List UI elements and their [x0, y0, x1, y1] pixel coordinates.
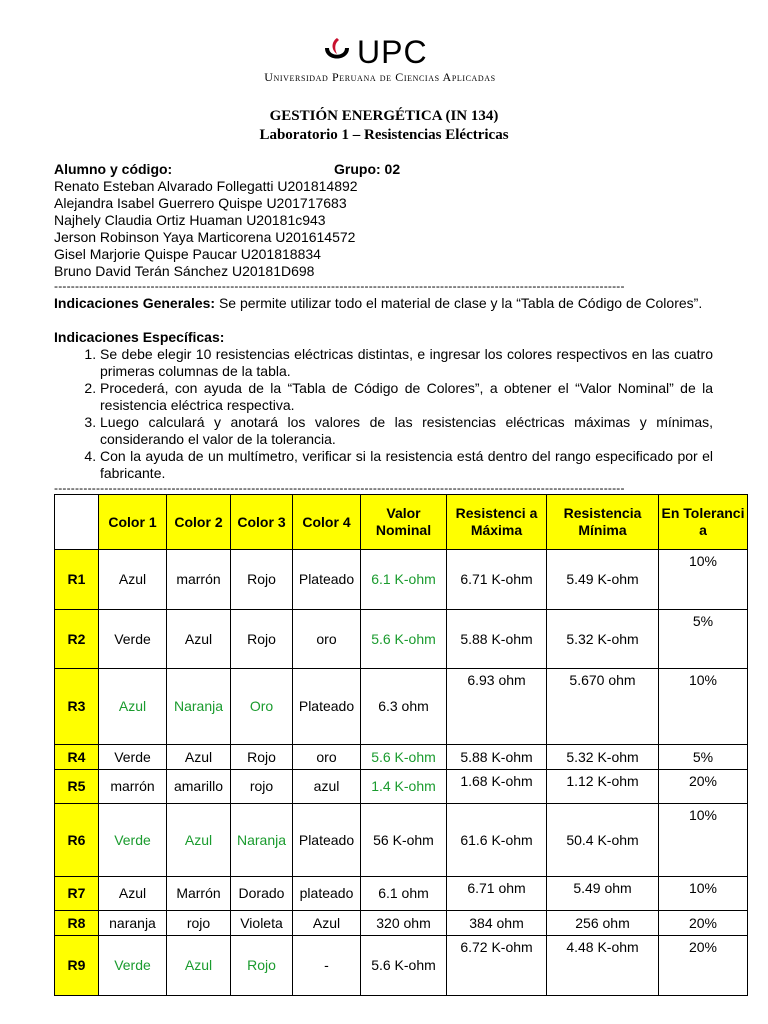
header-blank: [55, 495, 99, 550]
cell-tolerance: 20%: [659, 911, 748, 936]
cell-tolerance: 10%: [659, 669, 748, 745]
cell-tolerance: 10%: [659, 550, 748, 610]
cell-max: 6.93 ohm: [447, 669, 547, 745]
cell-color-2: Azul: [167, 936, 231, 996]
row-id: R8: [55, 911, 99, 936]
student-item: Gisel Marjorie Quispe Paucar U201818834: [54, 246, 321, 262]
table-row: [55, 936, 748, 996]
table-row: [55, 610, 748, 669]
cell-color-2: Marrón: [167, 877, 231, 911]
general-instructions: [54, 295, 713, 312]
table-row: [55, 550, 748, 610]
cell-max: 6.72 K-ohm: [447, 936, 547, 996]
divider-top: ----------------------------------------------------------------------------------------------------------------------------------------: [54, 280, 625, 292]
cell-color-4: oro: [293, 745, 361, 770]
general-text: Se permite utilizar todo el material de clase y la “Tabla de Código de Colores”.: [215, 295, 703, 311]
student-header: [54, 161, 714, 177]
cell-color-3: Rojo: [231, 610, 293, 669]
cell-nominal: 320 ohm: [361, 911, 447, 936]
document-title: GESTIÓN ENERGÉTICA (IN 134): [269, 108, 499, 124]
student-item: Renato Esteban Alvarado Follegatti U201814892: [54, 178, 358, 194]
cell-color-1: Azul: [99, 669, 167, 745]
cell-color-1: Verde: [99, 936, 167, 996]
cell-color-2: Azul: [167, 610, 231, 669]
header-color-1: Color 1: [99, 495, 167, 550]
upc-logo-icon: [321, 36, 353, 70]
student-label: Alumno y código:: [54, 161, 173, 177]
row-id: R3: [55, 669, 99, 745]
cell-color-4: Azul: [293, 911, 361, 936]
table-row: [55, 804, 748, 877]
cell-max: 61.6 K-ohm: [447, 804, 547, 877]
row-id: R2: [55, 610, 99, 669]
cell-color-3: rojo: [231, 770, 293, 804]
cell-color-1: naranja: [99, 911, 167, 936]
row-id: R1: [55, 550, 99, 610]
cell-nominal: 6.1 K-ohm: [361, 550, 447, 610]
cell-min: 5.32 K-ohm: [547, 745, 659, 770]
student-item: Alejandra Isabel Guerrero Quispe U201717683: [54, 195, 347, 211]
table-row: [55, 745, 748, 770]
cell-color-3: Rojo: [231, 745, 293, 770]
cell-max: 6.71 ohm: [447, 877, 547, 911]
cell-color-2: marrón: [167, 550, 231, 610]
cell-min: 256 ohm: [547, 911, 659, 936]
cell-tolerance: 5%: [659, 610, 748, 669]
document-subtitle: Laboratorio 1 – Resistencias Eléctricas: [259, 127, 509, 143]
cell-color-3: Rojo: [231, 550, 293, 610]
specific-instructions: [54, 346, 713, 482]
specific-label: Indicaciones Específicas:: [54, 329, 225, 345]
cell-nominal: 56 K-ohm: [361, 804, 447, 877]
cell-color-3: Violeta: [231, 911, 293, 936]
cell-max: 6.71 K-ohm: [447, 550, 547, 610]
cell-max: 5.88 K-ohm: [447, 610, 547, 669]
cell-color-2: Azul: [167, 745, 231, 770]
cell-color-3: Rojo: [231, 936, 293, 996]
cell-tolerance: 10%: [659, 877, 748, 911]
university-name: Universidad Peruana de Ciencias Aplicadas: [264, 70, 496, 84]
instruction-item: 2. Procederá, con ayuda de la “Tabla de Código de Colores”, a obtener el “Valor Nominal” de la resistencia eléctrica respectiva.: [100, 380, 713, 414]
cell-color-2: Azul: [167, 804, 231, 877]
header-color-2: Color 2: [167, 495, 231, 550]
cell-color-2: Naranja: [167, 669, 231, 745]
row-id: R5: [55, 770, 99, 804]
table-row: [55, 669, 748, 745]
cell-nominal: 6.1 ohm: [361, 877, 447, 911]
cell-tolerance: 5%: [659, 745, 748, 770]
group-label: Grupo: 02: [334, 161, 401, 177]
table-row: [55, 911, 748, 936]
cell-max: 1.68 K-ohm: [447, 770, 547, 804]
cell-tolerance: 20%: [659, 770, 748, 804]
header-min: Resistencia Mínima: [547, 495, 659, 550]
cell-color-1: Verde: [99, 610, 167, 669]
student-item: Najhely Claudia Ortiz Huaman U20181c943: [54, 212, 326, 228]
cell-nominal: 5.6 K-ohm: [361, 610, 447, 669]
table-row: [55, 770, 748, 804]
logo-text: UPC: [357, 34, 428, 70]
row-id: R6: [55, 804, 99, 877]
cell-color-2: rojo: [167, 911, 231, 936]
student-list: [54, 178, 358, 280]
row-id: R4: [55, 745, 99, 770]
cell-min: 4.48 K-ohm: [547, 936, 659, 996]
cell-nominal: 5.6 K-ohm: [361, 745, 447, 770]
resistance-table: [54, 494, 748, 996]
general-label: Indicaciones Generales:: [54, 295, 216, 311]
cell-min: 5.49 K-ohm: [547, 550, 659, 610]
cell-min: 5.32 K-ohm: [547, 610, 659, 669]
cell-color-4: plateado: [293, 877, 361, 911]
cell-color-1: Azul: [99, 877, 167, 911]
cell-min: 5.49 ohm: [547, 877, 659, 911]
header-nominal: Valor Nominal: [361, 495, 447, 550]
cell-min: 1.12 K-ohm: [547, 770, 659, 804]
cell-color-4: -: [293, 936, 361, 996]
cell-tolerance: 20%: [659, 936, 748, 996]
cell-color-1: marrón: [99, 770, 167, 804]
cell-nominal: 6.3 ohm: [361, 669, 447, 745]
header-color-4: Color 4: [293, 495, 361, 550]
instruction-item: 1. Se debe elegir 10 resistencias eléctricas distintas, e ingresar los colores respectivos en las cuatro primeras columnas de la tabla.: [100, 346, 713, 380]
header-color-3: Color 3: [231, 495, 293, 550]
upc-logo: [245, 34, 515, 86]
cell-max: 5.88 K-ohm: [447, 745, 547, 770]
instruction-item: 3. Luego calculará y anotará los valores de las resistencias eléctricas máximas y mínimas, considerando el valor de la tolerancia.: [100, 414, 713, 448]
table-header-row: [55, 495, 748, 550]
cell-color-3: Oro: [231, 669, 293, 745]
student-item: Bruno David Terán Sánchez U20181D698: [54, 263, 315, 279]
cell-color-1: Azul: [99, 550, 167, 610]
cell-color-4: Plateado: [293, 550, 361, 610]
instruction-item: 4. Con la ayuda de un multímetro, verificar si la resistencia está dentro del rango especificado por el fabricante.: [100, 448, 713, 482]
cell-min: 5.670 ohm: [547, 669, 659, 745]
cell-min: 50.4 K-ohm: [547, 804, 659, 877]
cell-max: 384 ohm: [447, 911, 547, 936]
row-id: R9: [55, 936, 99, 996]
cell-color-1: Verde: [99, 804, 167, 877]
row-id: R7: [55, 877, 99, 911]
cell-color-4: Plateado: [293, 669, 361, 745]
cell-color-2: amarillo: [167, 770, 231, 804]
cell-color-4: azul: [293, 770, 361, 804]
cell-tolerance: 10%: [659, 804, 748, 877]
cell-color-4: oro: [293, 610, 361, 669]
divider-bottom: ----------------------------------------------------------------------------------------------------------------------------------------: [54, 482, 625, 494]
cell-color-3: Dorado: [231, 877, 293, 911]
cell-nominal: 5.6 K-ohm: [361, 936, 447, 996]
cell-nominal: 1.4 K-ohm: [361, 770, 447, 804]
cell-color-3: Naranja: [231, 804, 293, 877]
header-max: Resistenci a Máxima: [447, 495, 547, 550]
header-tolerance: En Toleranci a: [659, 495, 748, 550]
student-item: Jerson Robinson Yaya Marticorena U201614572: [54, 229, 356, 245]
cell-color-1: Verde: [99, 745, 167, 770]
cell-color-4: Plateado: [293, 804, 361, 877]
table-row: [55, 877, 748, 911]
